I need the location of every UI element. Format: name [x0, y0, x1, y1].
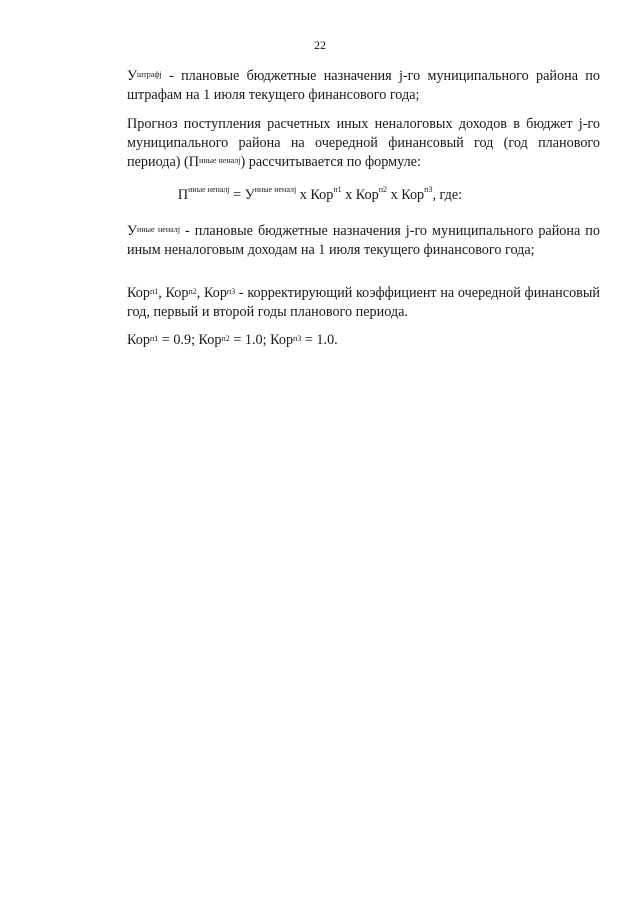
coef-value-sup-2: п2 — [221, 334, 230, 343]
formula-u: У — [244, 187, 255, 203]
formula-x3: х Кор — [387, 187, 425, 203]
formula-eq: = — [229, 187, 245, 203]
formula — [0, 187, 640, 204]
coefficient-definition-text: - корректирующий коэффициент на очередной финансовый год, первый и второй годы планового периода. — [127, 285, 600, 320]
other-nontax-definition-text: - плановые бюджетные назначения j-го муниципального района по иным неналоговым доходам на 1 июля текущего финансового года; — [127, 223, 600, 258]
symbol-u: У — [127, 68, 138, 84]
coef-value-3: = 1.0. — [301, 332, 338, 348]
coef-label-1: Кор — [127, 285, 150, 301]
superscript-other-nontax-2: иные неналj — [137, 225, 180, 234]
forecast-intro-tail: ) рассчитывается по формуле: — [240, 154, 421, 170]
forecast-intro-text: Прогноз поступления расчетных иных неналоговых доходов в бюджет j-го муниципального района на очередной финансовый год (год планового периода) (П — [127, 116, 600, 170]
coef-value-1: = 0.9; Кор — [158, 332, 222, 348]
coef-label-3: , Кор — [196, 285, 227, 301]
formula-s3: п3 — [424, 185, 433, 194]
page-number: 22 — [314, 38, 326, 52]
fines-definition-text: - плановые бюджетные назначения j-го муниципального района по штрафам на 1 июля текущего финансового года; — [127, 68, 600, 103]
formula-x1: х Кор — [296, 187, 334, 203]
formula-x2: х Кор — [341, 187, 379, 203]
coef-sup-1: п1 — [149, 287, 159, 296]
paragraph-other-nontax-definition — [127, 222, 600, 260]
formula-s1: п1 — [333, 185, 342, 194]
formula-tail: , где: — [432, 187, 463, 203]
paragraph-forecast-intro — [127, 115, 600, 172]
coef-label-2: , Кор — [158, 285, 189, 301]
coef-value-sup-1: п1 — [149, 334, 159, 343]
formula-u-sup: иные неналj — [254, 185, 297, 194]
coef-sup-2: п2 — [188, 287, 197, 296]
coef-value-2: = 1.0; Кор — [229, 332, 294, 348]
formula-lhs: П — [177, 187, 189, 203]
coef-value-label-1: Кор — [127, 332, 150, 348]
paragraph-coefficient-definition — [127, 284, 600, 322]
coef-sup-3: п3 — [226, 287, 236, 296]
paragraph-fines-definition — [127, 67, 600, 105]
paragraph-coefficient-values — [127, 331, 600, 350]
coef-value-sup-3: п3 — [293, 334, 302, 343]
superscript-other-nontax: иные неналj — [199, 156, 241, 165]
superscript-fines: штрафj — [137, 70, 162, 79]
formula-lhs-sup: иные неналj — [188, 185, 230, 194]
symbol-u-2: У — [127, 223, 138, 239]
formula-s2: п2 — [378, 185, 388, 194]
